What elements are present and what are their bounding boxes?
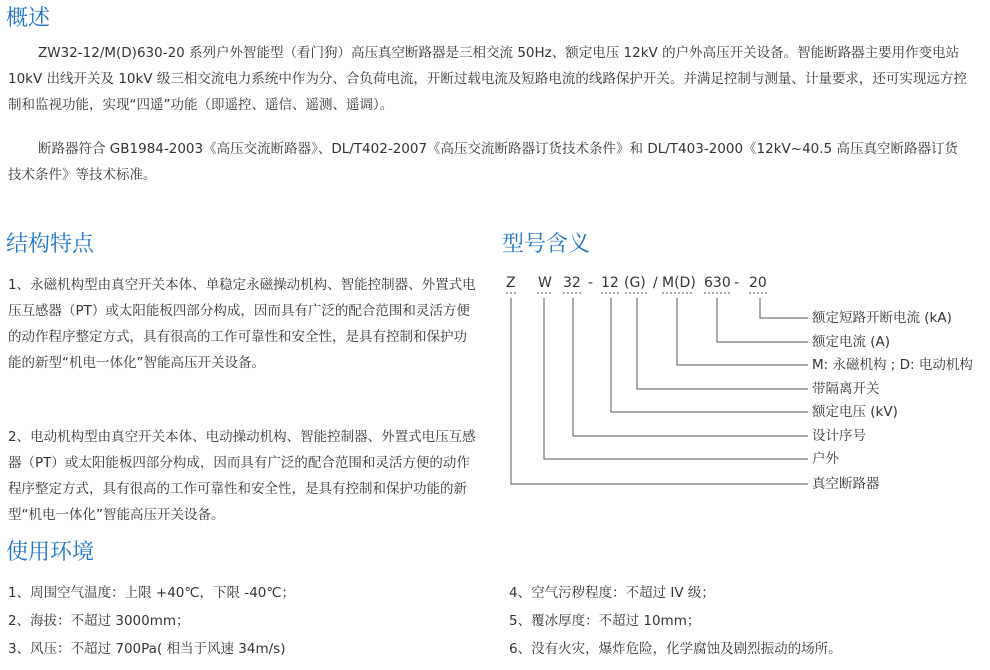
model-label-design-number: 设计序号 — [812, 428, 866, 444]
model-label-breaking-current: 额定短路开断电流 (kA) — [812, 310, 952, 326]
environment-item-3: 3、风压：不超过 700Pa( 相当于风速 34m/s) — [8, 641, 286, 657]
environment-item-4: 4、空气污秽程度：不超过 IV 级； — [509, 585, 715, 601]
model-label-mechanism: M: 永磁机构 ; D: 电动机构 — [812, 357, 973, 373]
model-label-vacuum-breaker: 真空断路器 — [812, 476, 880, 492]
model-token-dash-2: - — [734, 275, 740, 291]
model-token-md: M(D) — [662, 275, 696, 291]
model-heading: 型号含义 — [502, 232, 591, 257]
model-label-rated-voltage: 额定电压 (kV) — [812, 404, 898, 420]
structure-item-2: 2、电动机构型由真空开关本体、电动操动机构、智能控制器、外置式电压互感器（PT）或太阳能板四部分构成，因而具有广泛的配合范围和灵活方便的动作程序整定方式，具有很高的工作可靠性和安全性，是具有控制和保护功能的新型“机电一体化”智能高压开关设备。 — [8, 429, 476, 523]
leader-630 — [717, 298, 808, 342]
environment-item-5: 5、覆冰厚度：不超过 10mm； — [509, 613, 701, 629]
model-token-g: (G) — [624, 275, 646, 291]
environment-item-1: 1、周围空气温度：上限 +40℃，下限 -40℃； — [8, 585, 296, 601]
model-token-z: Z — [506, 275, 516, 291]
structure-item-1: 1、永磁机构型由真空开关本体、单稳定永磁操动机构、智能控制器、外置式电压互感器（PT）或太阳能板四部分构成，因而具有广泛的配合范围和灵活方便的动作程序整定方式，具有很高的工作可靠性和安全性，是具有控制和保护功能的新型“机电一体化”智能高压开关设备。 — [8, 277, 476, 371]
model-label-rated-current: 额定电流 (A) — [812, 334, 891, 350]
model-token-dash-1: - — [588, 275, 594, 291]
structure-heading: 结构特点 — [6, 232, 95, 257]
model-token-630: 630 — [704, 275, 731, 291]
leader-w — [544, 298, 808, 459]
environment-item-2: 2、海拔：不超过 3000mm； — [8, 613, 190, 629]
leader-z — [511, 298, 808, 484]
model-label-disconnector: 带隔离开关 — [812, 381, 880, 397]
model-token-32: 32 — [563, 275, 581, 291]
model-token-20: 20 — [749, 275, 767, 291]
model-token-12: 12 — [601, 275, 619, 291]
overview-heading: 概述 — [6, 6, 51, 31]
leader-12 — [611, 298, 808, 412]
overview-paragraph-2: 断路器符合 GB1984-2003《高压交流断路器》、DL/T402-2007《高压交流断路器订货技术条件》和 DL/T403-2000《12kV~40.5 高压真空断路器订货技术条件》等技术标准。 — [8, 141, 958, 183]
overview-paragraph-1: ZW32-12/M(D)630-20 系列户外智能型（看门狗）高压真空断路器是三相交流 50Hz、额定电压 12kV 的户外高压开关设备。智能断路器主要用作变电站 10kV 出线开关及 10kV 级三相交流电力系统中作为分、合负荷电流，开断过载电流及短路电流的线路保护开关。并满足控制与测量、计量要求，还可实现远方控制和监视功能，实现“四遥”功能（即遥控、遥信、遥测、遥调）。 — [8, 45, 967, 113]
leader-g — [637, 298, 808, 389]
environment-heading: 使用环境 — [6, 540, 95, 565]
leader-32 — [573, 298, 808, 436]
model-token-w: W — [538, 275, 552, 291]
leader-20 — [760, 298, 808, 318]
model-token-slash: / — [653, 275, 658, 291]
leader-md — [677, 298, 808, 365]
environment-item-6: 6、没有火灾，爆炸危险，化学腐蚀及剧烈振动的场所。 — [509, 641, 842, 657]
model-label-outdoor: 户外 — [812, 451, 839, 467]
